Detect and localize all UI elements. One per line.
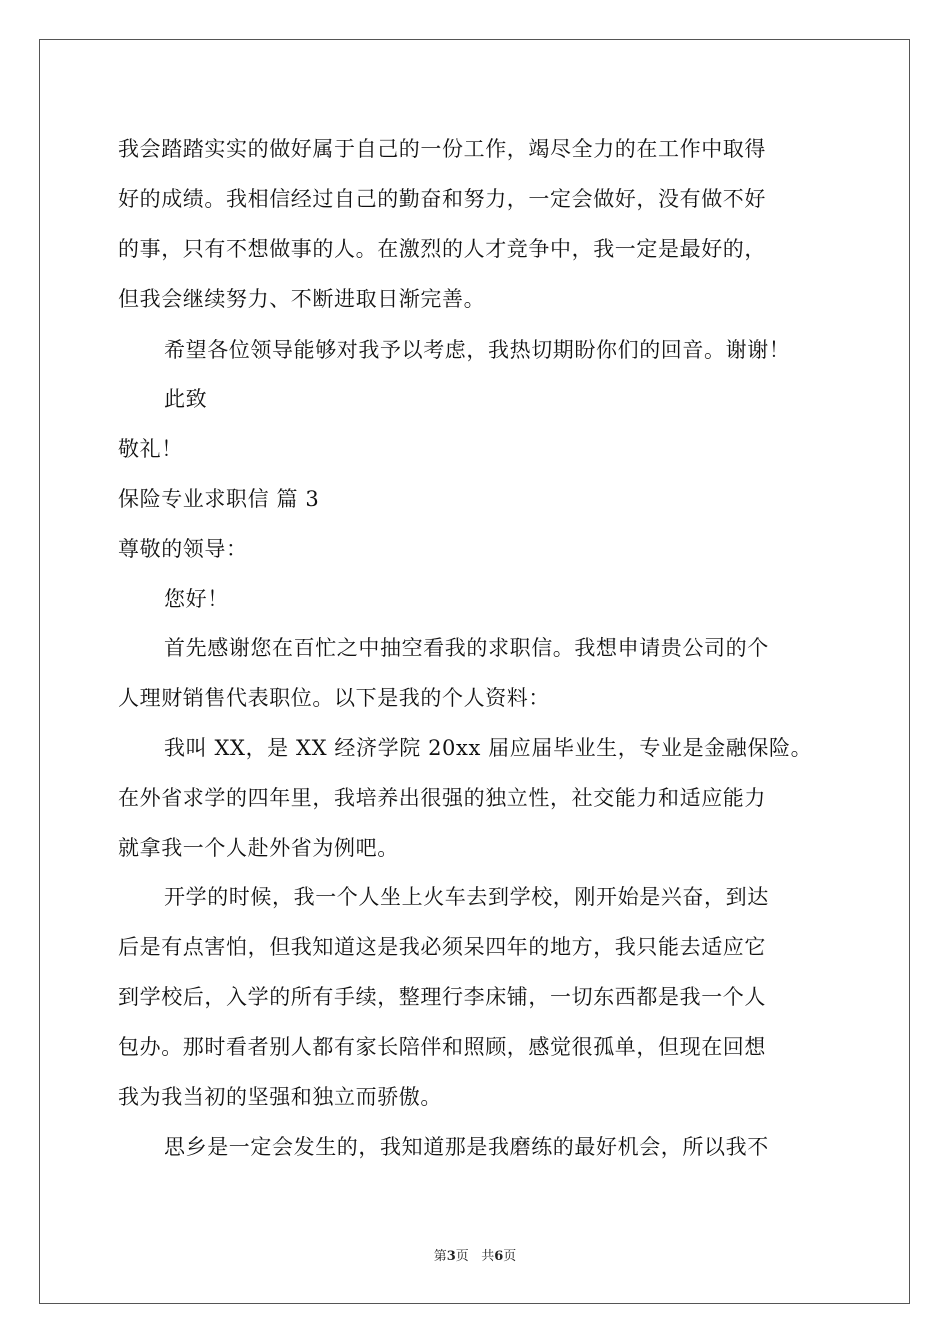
closing-salutation: 此致 [164,387,208,411]
total-prefix: 共 [481,1249,495,1264]
section-heading: 保险专业求职信 篇 3 [118,487,320,511]
body-line-20: 我为我当初的坚强和独立而骄傲。 [118,1085,442,1109]
body-line-12: 人理财销售代表职位。以下是我的个人资料： [118,686,550,710]
body-line-19: 包办。那时看者别人都有家长陪伴和照顾，感觉很孤单，但现在回想 [118,1035,766,1059]
body-line-15: 就拿我一个人赴外省为例吧。 [118,836,399,860]
letter-greeting: 尊敬的领导： [118,537,248,561]
page-total: 6 [494,1249,504,1264]
body-line-16: 开学的时候，我一个人坐上火车去到学校，刚开始是兴奋，到达 [164,885,769,909]
page-current: 3 [446,1249,456,1264]
body-line-2: 好的成绩。我相信经过自己的勤奋和努力，一定会做好，没有做不好 [118,187,766,211]
page-footer [0,1248,950,1266]
body-line-11: 首先感谢您在百忙之中抽空看我的求职信。我想申请贵公司的个 [164,636,769,660]
body-line-17: 后是有点害怕，但我知道这是我必须呆四年的地方，我只能去适应它 [118,935,766,959]
body-line-5: 希望各位领导能够对我予以考虑，我热切期盼你们的回音。谢谢！ [164,338,791,362]
page-suffix: 页 [455,1249,469,1264]
letter-hello: 您好！ [164,587,229,611]
closing-regards: 敬礼！ [118,437,183,461]
body-line-14: 在外省求学的四年里，我培养出很强的独立性，社交能力和适应能力 [118,786,766,810]
page-prefix: 第 [433,1249,447,1264]
body-line-21: 思乡是一定会发生的，我知道那是我磨练的最好机会，所以我不 [164,1135,769,1159]
body-line-18: 到学校后，入学的所有手续，整理行李床铺，一切东西都是我一个人 [118,985,766,1009]
body-line-13: 我叫 XX，是 XX 经济学院 20xx 届应届毕业生，专业是金融保险。 [164,736,813,760]
page-border [39,39,910,1304]
total-suffix: 页 [503,1249,517,1264]
body-line-4: 但我会继续努力、不断进取日渐完善。 [118,287,486,311]
body-line-1: 我会踏踏实实的做好属于自己的一份工作，竭尽全力的在工作中取得 [118,137,766,161]
body-line-3: 的事，只有不想做事的人。在激烈的人才竞争中，我一定是最好的， [118,237,766,261]
